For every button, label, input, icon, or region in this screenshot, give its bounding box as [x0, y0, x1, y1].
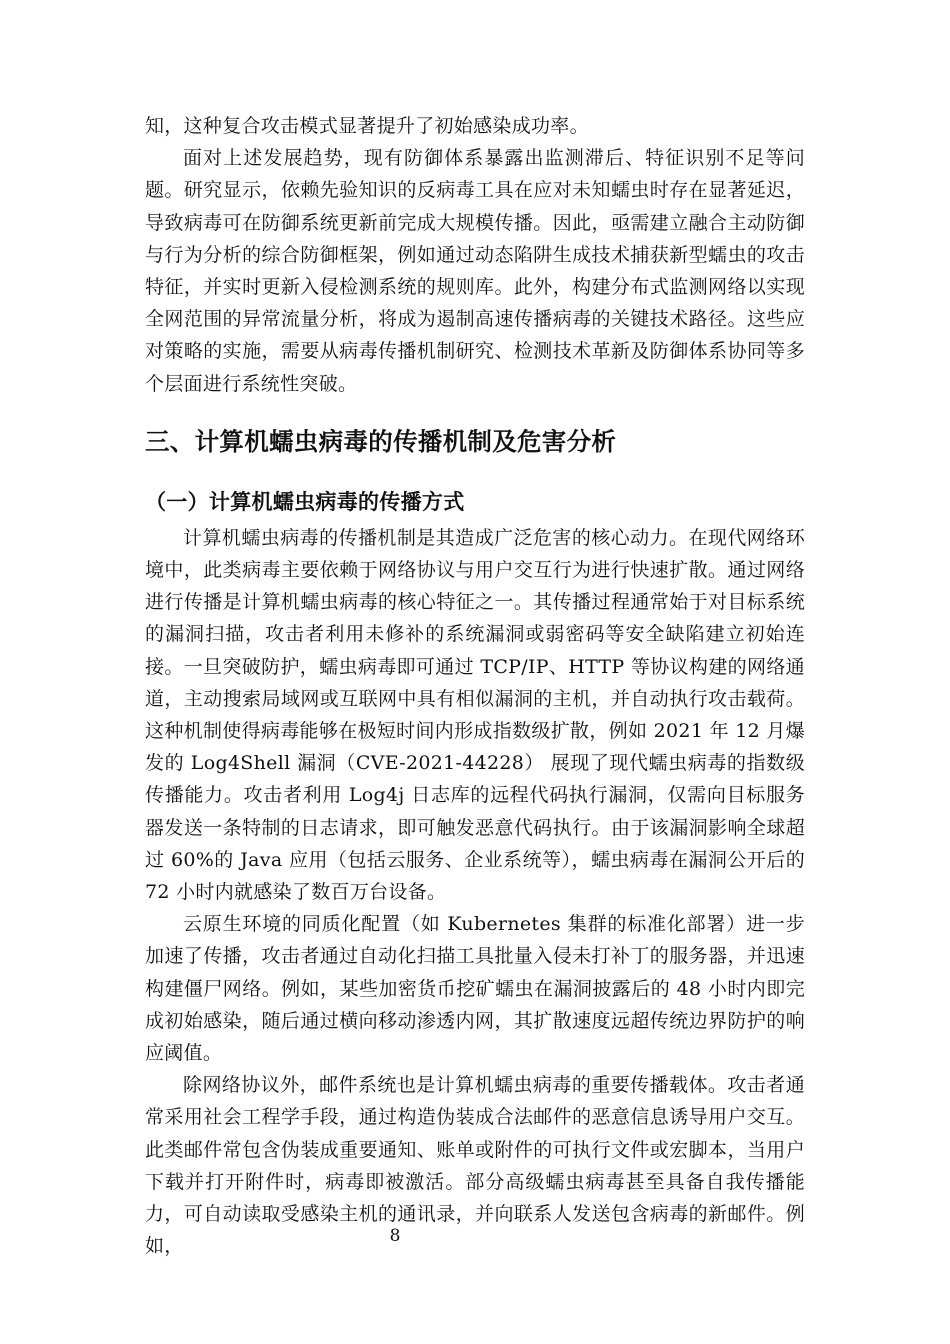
- paragraph-defense-trends: 面对上述发展趋势，现有防御体系暴露出监测滞后、特征识别不足等问题。研究显示，依赖先验知识的反病毒工具在应对未知蠕虫时存在显著延迟，导致病毒可在防御系统更新前完成大规模传播。因此，亟需建立融合主动防御与行为分析的综合防御框架，例如通过动态陷阱生成技术捕获新型蠕虫的攻击特征，并实时更新入侵检测系统的规则库。此外，构建分布式监测网络以实现全网范围的异常流量分析，将成为遏制高速传播病毒的关键技术路径。这些应对策略的实施，需要从病毒传播机制研究、检测技术革新及防御体系协同等多个层面进行系统性突破。: [145, 147, 805, 395]
- page-number: 8: [389, 1226, 401, 1246]
- paragraph-email-propagation: 除网络协议外，邮件系统也是计算机蠕虫病毒的重要传播载体。攻击者通常采用社会工程学手段，通过构造伪装成合法邮件的恶意信息诱导用户交互。此类邮件常包含伪装成重要通知、账单或附件的可执行文件或宏脚本，当用户下载并打开附件时，病毒即被激活。部分高级蠕虫病毒甚至具备自我传播能力，可自动读取受感染主机的通讯录，并向联系人发送包含病毒的新邮件。例如，: [145, 1074, 805, 1258]
- paragraph-network-propagation: 计算机蠕虫病毒的传播机制是其造成广泛危害的核心动力。在现代网络环境中，此类病毒主要依赖于网络协议与用户交互行为进行快速扩散。通过网络进行传播是计算机蠕虫病毒的核心特征之一。其传播过程通常始于对目标系统的漏洞扫描，攻击者利用未修补的系统漏洞或弱密码等安全缺陷建立初始连接。一旦突破防护，蠕虫病毒即可通过 TCP/IP、HTTP 等协议构建的网络通道，主动搜索局域网或互联网中具有相似漏洞的主机，并自动执行攻击载荷。这种机制使得病毒能够在极短时间内形成指数级扩散，例如 2021 年 12 月爆发的 Log4Shell 漏洞（CVE-2021-44228） 展现了现代蠕虫病毒的指数级传播能力。攻击者利用 Log4j 日志库的远程代码执行漏洞，仅需向目标服务器发送一条特制的日志请求，即可触发恶意代码执行。由于该漏洞影响全球超过 60%的 Java 应用（包括云服务、企业系统等），蠕虫病毒在漏洞公开后的 72 小时内就感染了数百万台设备。: [145, 526, 805, 904]
- paragraph-cloud-native: 云原生环境的同质化配置（如 Kubernetes 集群的标准化部署）进一步加速了传播，攻击者通过自动化扫描工具批量入侵未打补丁的服务器，并迅速构建僵尸网络。例如，某些加密货币挖矿蠕虫在漏洞披露后的 48 小时内即完成初始感染，随后通过横向移动渗透内网，其扩散速度远超传统边界防护的响应阈值。: [145, 913, 805, 1065]
- paragraph-continuation: 知，这种复合攻击模式显著提升了初始感染成功率。: [145, 115, 589, 137]
- section-heading: 三、计算机蠕虫病毒的传播机制及危害分析: [145, 426, 617, 456]
- page-content: [145, 110, 805, 1263]
- subsection-heading: （一）计算机蠕虫病毒的传播方式: [145, 489, 465, 514]
